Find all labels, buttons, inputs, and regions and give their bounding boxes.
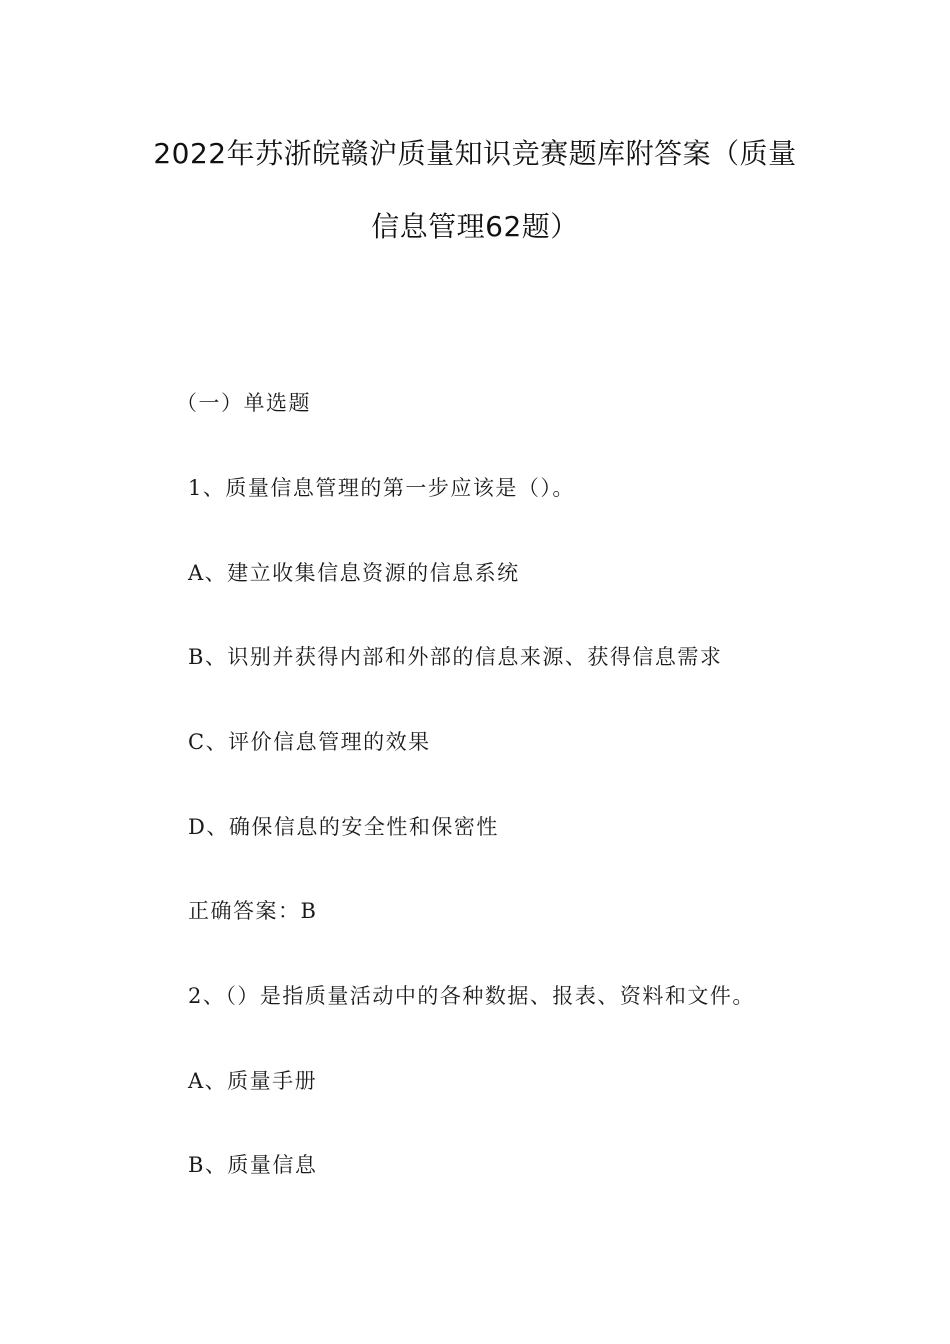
section-heading: （一）单选题: [176, 391, 311, 415]
question-2-option-a: A、质量手册: [188, 1069, 318, 1093]
question-1-text: 1、质量信息管理的第一步应该是（）。: [188, 476, 575, 500]
question-1-option-c: C、评价信息管理的效果: [188, 730, 431, 754]
question-2-text: 2、（）是指质量活动中的各种数据、报表、资料和文件。: [188, 984, 755, 1008]
question-1-option-d: D、确保信息的安全性和保密性: [188, 815, 499, 839]
question-1-answer: 正确答案：B: [188, 899, 318, 923]
question-1-option-b: B、识别并获得内部和外部的信息来源、获得信息需求: [188, 645, 723, 669]
document-title-line-1: 2022年苏浙皖赣沪质量知识竞赛题库附答案（质量: [153, 137, 797, 170]
document-title-line-2: 信息管理62题）: [371, 210, 579, 243]
question-1-option-a: A、建立收集信息资源的信息系统: [188, 561, 520, 585]
question-2-option-b: B、质量信息: [188, 1153, 318, 1177]
